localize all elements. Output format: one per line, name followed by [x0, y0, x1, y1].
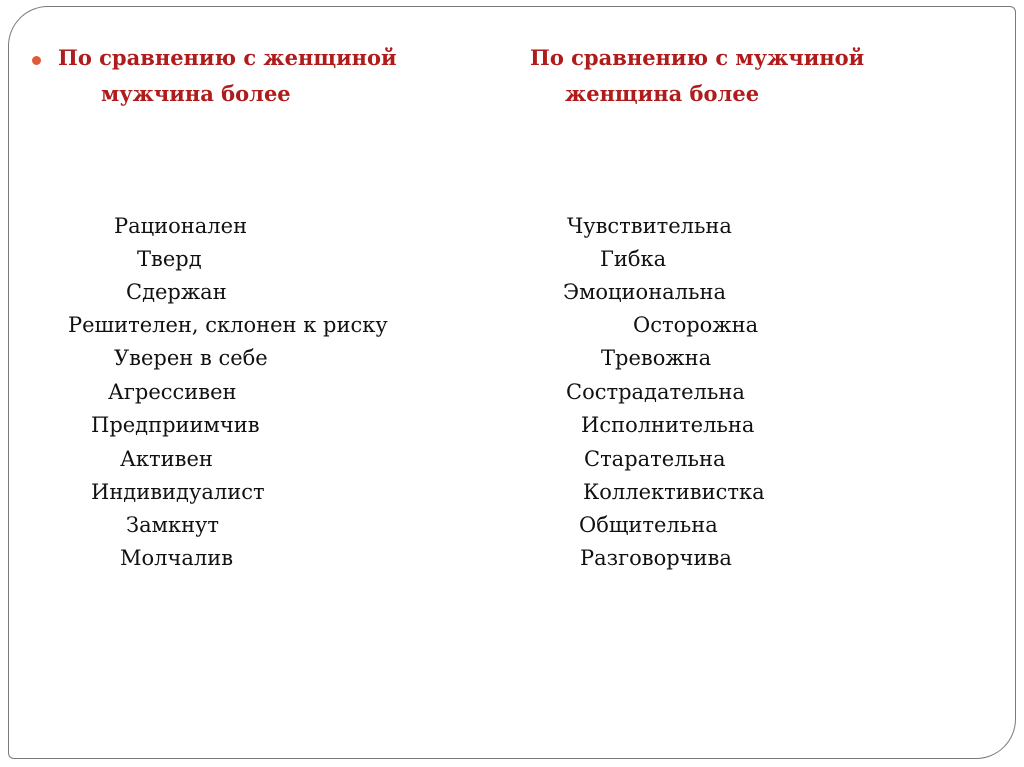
- right-trait: Осторожна: [633, 313, 759, 337]
- right-heading-line2: женщина более: [565, 81, 760, 106]
- right-heading-line1: По сравнению с мужчиной: [530, 45, 865, 70]
- left-trait: Уверен в себе: [114, 346, 268, 370]
- left-heading-line1: По сравнению с женщиной: [58, 45, 397, 70]
- right-trait: Старательна: [584, 447, 726, 471]
- right-trait: Общительна: [579, 513, 718, 537]
- left-trait: Замкнут: [126, 513, 220, 537]
- left-trait: Тверд: [137, 247, 202, 271]
- right-trait: Эмоциональна: [563, 280, 726, 304]
- right-trait: Тревожна: [601, 346, 712, 370]
- right-trait: Коллективистка: [583, 480, 765, 504]
- left-trait: Сдержан: [126, 280, 227, 304]
- right-trait: Сострадательна: [566, 380, 745, 404]
- left-trait: Активен: [120, 447, 213, 471]
- right-trait: Исполнительна: [581, 413, 755, 437]
- left-trait: Предприимчив: [91, 413, 260, 437]
- bullet-icon: [32, 56, 41, 65]
- left-trait: Решителен, склонен к риску: [68, 313, 388, 337]
- left-trait: Молчалив: [120, 546, 234, 570]
- right-trait: Гибка: [600, 247, 667, 271]
- right-trait: Чувствительна: [567, 214, 732, 238]
- right-trait: Разговорчива: [580, 546, 732, 570]
- left-trait: Рационален: [114, 214, 248, 238]
- left-trait: Индивидуалист: [91, 480, 265, 504]
- left-heading-line2: мужчина более: [101, 81, 291, 106]
- left-trait: Агрессивен: [108, 380, 237, 404]
